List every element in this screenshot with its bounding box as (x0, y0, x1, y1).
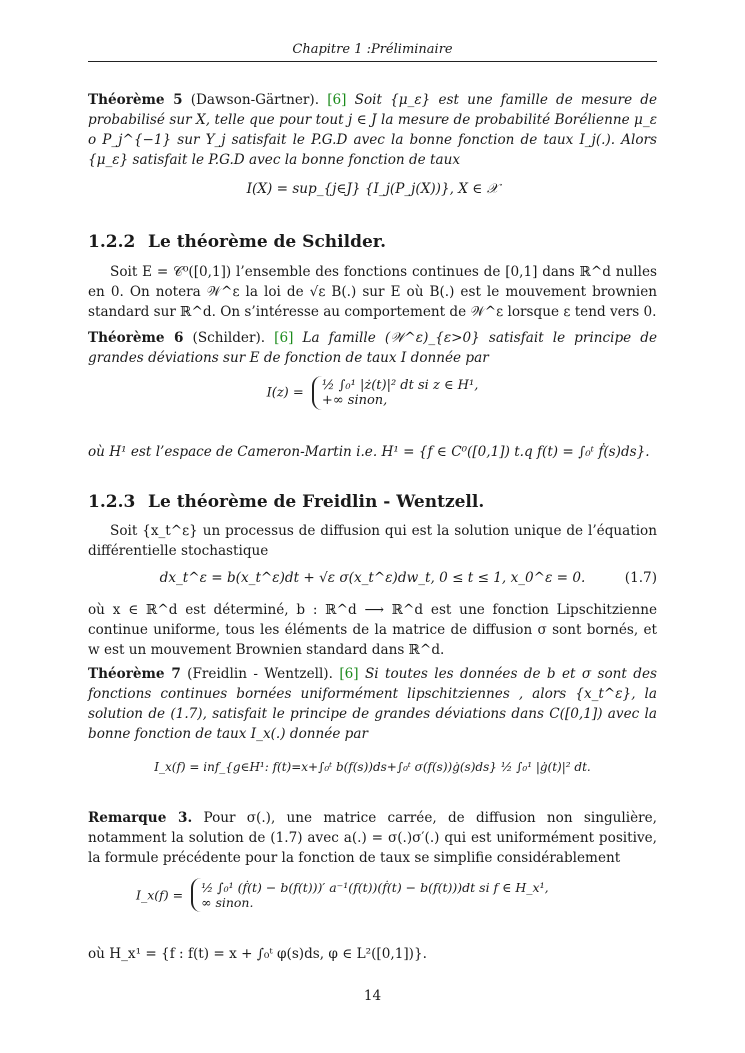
section-number: 1.2.2 (88, 232, 136, 252)
section-title: Le théorème de Schilder. (148, 232, 387, 252)
equation-lhs: I(z) = (266, 385, 304, 401)
schilder-intro-paragraph: Soit E = 𝒞⁰([0,1]) l’ensemble des fonctions continues de [0,1] dans ℝ^d nulles en 0. On notera 𝒲^ε la loi de √ε B(.) sur E où B(.) est le mouvement brownien standard sur ℝ^d. On s’intéresse au comportement de 𝒲^ε lorsque ε tend vers 0. (88, 264, 657, 320)
theorem-5-citation[interactable]: [6] (327, 92, 347, 108)
remark-3 (88, 808, 657, 868)
piecewise-cases (191, 878, 549, 912)
theorem-6-name: (Schilder). (192, 330, 266, 346)
theorem-7-text: Si toutes les données de b et σ sont des fonctions continues bornées uniformément lipschitziennes , alors {x_t^ε}, la solution de (1.7), satisfait le principe de grandes déviations dans C([0,1]) avec la bonne fonction de taux I_x(.) donnée par (88, 666, 657, 742)
section-title: Le théorème de Freidlin - Wentzell. (148, 492, 485, 512)
piecewise-cases (312, 376, 478, 410)
theorem-5-label: Théorème 5 (88, 92, 183, 108)
equation-number: (1.7) (624, 570, 657, 586)
remark-3-text: Pour σ(.), une matrice carrée, de diffusion non singulière, notamment la solution de (1.7) avec a(.) = σ(.)σ′(.) qui est uniformément positive, la formule précédente pour la fonction de taux se simplifie considérablement (88, 810, 658, 866)
theorem-7-label: Théorème 7 (88, 666, 181, 682)
section-heading-1-2-2 (88, 232, 386, 252)
theorem-6-citation[interactable]: [6] (274, 330, 294, 346)
equation-lhs: I_x(f) = (136, 887, 184, 903)
theorem-7-equation: I_x(f) = inf_{g∈H¹: f(t)=x+∫₀ᵗ b(f(s))ds+∫₀ᵗ σ(f(s))ġ(s)ds} ½ ∫₀¹ |ġ(t)|² dt. (154, 760, 591, 774)
remark-3-footer: où H_x¹ = {f : f(t) = x + ∫₀ᵗ φ(s)ds, φ ∈ L²([0,1])}. (88, 946, 427, 962)
freidlin-intro-paragraph: Soit {x_t^ε} un processus de diffusion qui est la solution unique de l’équation différentielle stochastique (88, 523, 657, 559)
theorem-5-text: Soit {μ_ε} est une famille de mesure de probabilisé sur X, telle que pour tout j ∈ J la mesure de probabilité Borélienne μ_ε o P_j^{−1} sur Y_j satisfait le P.G.D avec la bonne fonction de taux I_j(.). Alors {μ_ε} satisfait le P.G.D avec la bonne fonction de taux (88, 92, 658, 168)
theorem-7-name: (Freidlin - Wentzell). (187, 666, 333, 682)
theorem-6 (88, 328, 657, 368)
theorem-5 (88, 90, 657, 170)
theorem-6-footer: où H¹ est l’espace de Cameron-Martin i.e. H¹ = {f ∈ C⁰([0,1]) t.q f(t) = ∫₀ᵗ ḟ(s)ds}. (88, 444, 650, 460)
theorem-6-text: La famille (𝒲^ε)_{ε>0} satisfait le principe de grandes déviations sur E de fonction de taux I donnée par (88, 330, 657, 366)
equation-1-7 (88, 570, 657, 586)
remark-3-label: Remarque 3. (88, 810, 193, 826)
case-line-1: ½ ∫₀¹ (ḟ(t) − b(f(t)))′ a⁻¹(f(t))(ḟ(t) − b(f(t)))dt si f ∈ H_x¹, (201, 880, 549, 895)
theorem-5-name: (Dawson-Gärtner). (190, 92, 320, 108)
equation-1-7-body: dx_t^ε = b(x_t^ε)dt + √ε σ(x_t^ε)dw_t, 0 ≤ t ≤ 1, x_0^ε = 0. (159, 570, 586, 586)
case-line-2: +∞ sinon, (321, 393, 388, 408)
running-header: Chapitre 1 :Préliminaire (88, 42, 657, 62)
case-line-2: ∞ sinon. (201, 895, 254, 910)
theorem-7 (88, 664, 657, 744)
section-number: 1.2.3 (88, 492, 136, 512)
theorem-6-equation (88, 376, 657, 410)
section-heading-1-2-3 (88, 492, 484, 512)
freidlin-after-paragraph: où x ∈ ℝ^d est déterminé, b : ℝ^d ⟶ ℝ^d est une fonction Lipschitzienne continue uniforme, tous les éléments de la matrice de diffusion σ sont bornés, et w est un mouvement Brownien standard dans ℝ^d. (88, 602, 657, 658)
theorem-5-equation: I(X) = sup_{j∈J} {I_j(P_j(X))}, X ∈ 𝒳 (246, 181, 499, 197)
theorem-6-label: Théorème 6 (88, 330, 184, 346)
remark-3-equation (88, 878, 657, 912)
theorem-7-citation[interactable]: [6] (339, 666, 359, 682)
case-line-1: ½ ∫₀¹ |ż(t)|² dt si z ∈ H¹, (321, 378, 479, 393)
page-number: 14 (363, 988, 382, 1004)
